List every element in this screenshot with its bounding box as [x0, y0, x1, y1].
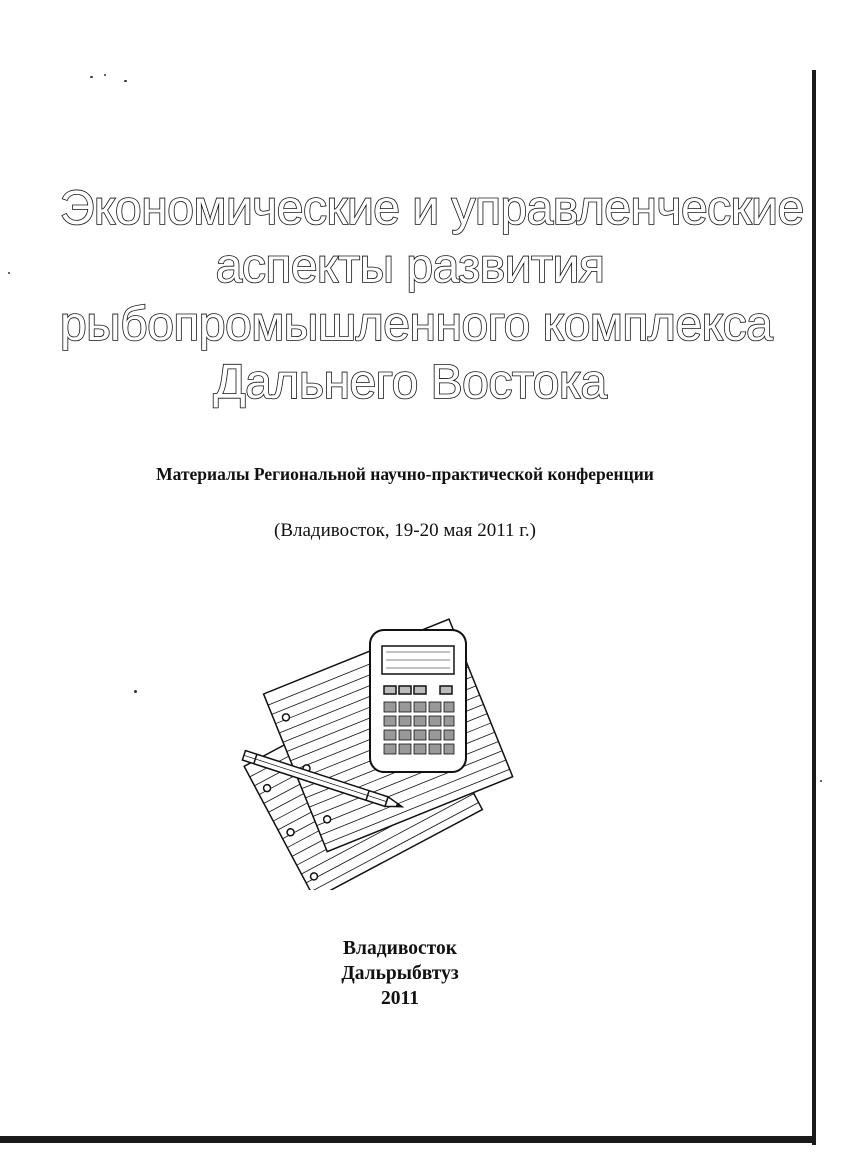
calculator-pencil-papers-icon	[230, 590, 550, 890]
conference-dates: (Владивосток, 19-20 мая 2011 г.)	[274, 520, 536, 541]
scan-edge-right	[812, 70, 816, 1145]
scan-edge-bottom	[0, 1136, 816, 1143]
imprint	[300, 936, 500, 1011]
scan-speck	[820, 780, 822, 782]
title-line-1: Экономические и управленческие	[60, 182, 804, 235]
book-title	[60, 180, 804, 412]
imprint-year: 2011	[381, 988, 419, 1009]
imprint-city: Владивосток	[343, 938, 457, 959]
imprint-publisher: Дальрыбвтуз	[341, 963, 459, 984]
conference-subtitle: Материалы Региональной научно-практической конференции	[156, 464, 654, 484]
title-line-2: аспекты развития	[215, 240, 605, 293]
scan-speck	[90, 76, 93, 78]
title-line-4: Дальнего Востока	[213, 356, 607, 409]
scan-speck	[8, 272, 10, 274]
scan-speck	[124, 80, 127, 82]
scan-speck	[134, 690, 137, 693]
title-line-3: рыбопромышленного комплекса	[60, 298, 773, 351]
scan-speck	[104, 74, 106, 76]
